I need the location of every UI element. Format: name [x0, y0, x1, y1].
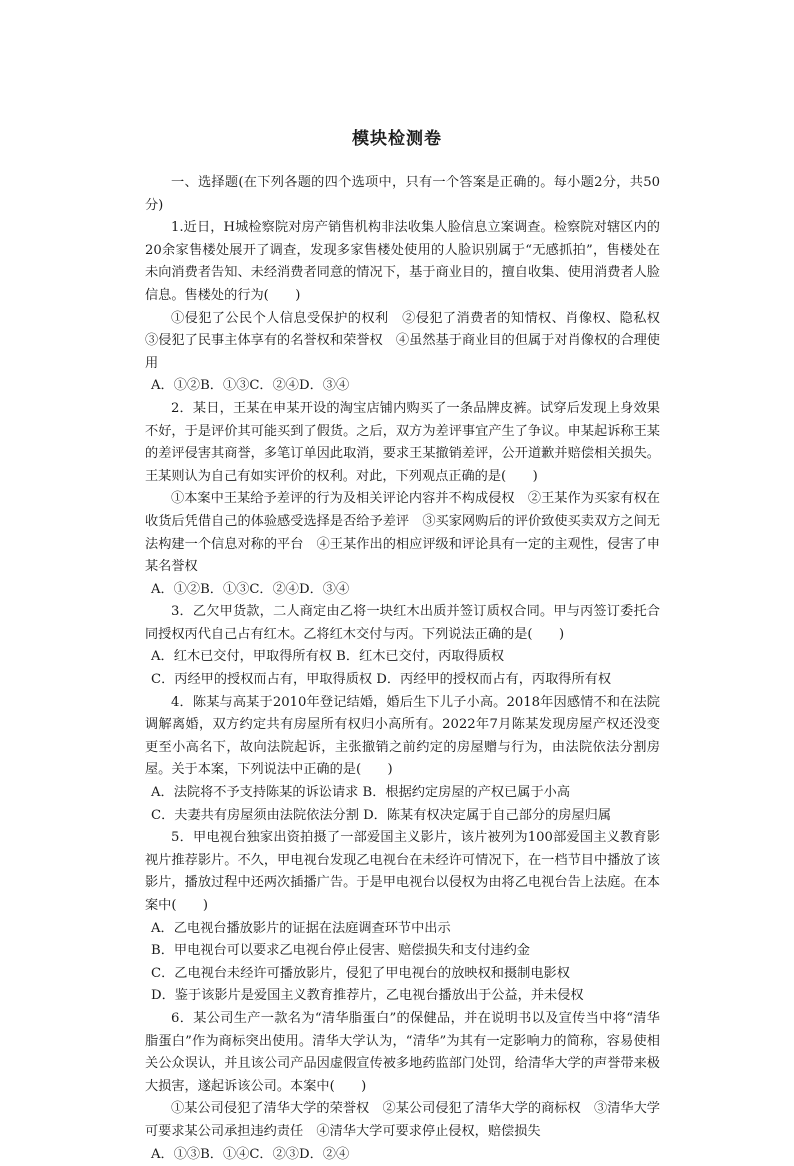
question-2	[145, 398, 660, 601]
question-choices: ①本案中王某给予差评的行为及相关评论内容并不构成侵权 ②王某作为买家有权在收货后凭借自己的体验感受选择是否给予差评 ③买家网购后的评价致使买卖双方之间无法构建一个信息对称的平台 ④王某作出的相应评级和评论具有一定的主观性，侵害了申某名誉权	[145, 491, 660, 575]
question-stem: 1.近日，H城检察院对房产销售机构非法收集人脸信息立案调查。检察院对辖区内的20余家售楼处展开了调查，发现多家售楼处使用的人脸识别属于“无感抓拍”，售楼处在未向消费者告知、未经消费者同意的情况下，基于商业目的，擅自收集、使用消费者人脸信息。售楼处的行为( )	[145, 220, 660, 303]
question-stem: 3．乙欠甲货款，二人商定由乙将一块红木出质并签订质权合同。甲与丙签订委托合同授权丙代自己占有红木。乙将红木交付与丙。下列说法正确的是( )	[145, 604, 660, 642]
question-options: A．法院将不予支持陈某的诉讼请求 B．根据约定房屋的产权已属于小高	[151, 785, 571, 801]
question-options: A．乙电视台播放影片的证据在法庭调查环节中出示	[151, 920, 451, 936]
question-4	[145, 692, 660, 828]
question-1	[145, 217, 674, 398]
question-stem: 4．陈某与高某于2010年登记结婚，婚后生下儿子小高。2018年因感情不和在法院调解离婚，双方约定共有房屋所有权归小高所有。2022年7月陈某发现房屋产权还没变更至小高名下，故向法院起诉，主张撤销之前约定的房屋赠与行为，由法院依法分割房屋。关于本案，下列说法中正确的是( )	[145, 694, 660, 778]
question-options: B．甲电视台可以要求乙电视台停止侵害、赔偿损失和支付违约金	[151, 943, 530, 959]
question-choices: ①某公司侵犯了清华大学的荣誉权 ②某公司侵犯了清华大学的商标权 ③清华大学可要求某公司承担违约责任 ④清华大学可要求停止侵权，赔偿损失	[145, 1101, 660, 1139]
question-options: A．红木已交付，甲取得所有权 B．红木已交付，丙取得质权	[151, 649, 505, 665]
question-options: D．鉴于该影片是爱国主义教育推荐片，乙电视台播放出于公益，并未侵权	[151, 988, 584, 1004]
question-5	[145, 827, 660, 1008]
question-options: C．乙电视台未经许可播放影片，侵犯了甲电视台的放映权和摄制电影权	[151, 965, 570, 981]
question-options: A．①③B．①④C．②③D．②④	[151, 1146, 350, 1162]
question-stem: 6．某公司生产一款名为“清华脂蛋白”的保健品，并在说明书以及宣传当中将“清华脂蛋白”作为商标突出使用。清华大学认为，“清华”为其有一定影响力的简称，容易使相关公众误认，并且该公司产品因虚假宣传被多地药监部门处罚，给清华大学的声誉带来极大损害，遂起诉该公司。本案中( )	[145, 1010, 660, 1094]
question-stem: 2．某日，王某在申某开设的淘宝店铺内购买了一条品牌皮裤。试穿后发现上身效果不好，于是评价其可能买到了假货。之后，双方为差评事宜产生了争议。申某起诉称王某的差评侵害其商誉，多笔订单因此取消，要求王某撤销差评，公开道歉并赔偿相关损失。王某则认为自己有如实评价的权利。对此，下列观点正确的是( )	[145, 400, 660, 484]
question-options: C．夫妻共有房屋须由法院依法分割 D．陈某有权决定属于自己部分的房屋归属	[151, 807, 612, 823]
question-choices: ①侵犯了公民个人信息受保护的权利 ②侵犯了消费者的知情权、肖像权、隐私权 ③侵犯了民事主体享有的名誉权和荣誉权 ④虽然基于商业目的但属于对肖像权的合理使用	[145, 310, 674, 371]
question-stem: 5．甲电视台独家出资拍摄了一部爱国主义影片，该片被列为100部爱国主义教育影视片推荐影片。不久，甲电视台发现乙电视台在未经许可情况下，在一档节目中播放了该影片，播放过程中还两次插播广告。于是甲电视台以侵权为由将乙电视台告上法庭。在本案中( )	[145, 830, 660, 913]
question-6	[145, 1008, 660, 1166]
page-title: 模块检测卷	[352, 129, 442, 149]
question-3	[145, 601, 660, 691]
exam-content	[145, 172, 674, 1166]
section-heading: 一、选择题(在下列各题的四个选项中，只有一个答案是正确的。每小题2分，共50分)	[145, 175, 660, 213]
question-options: C．丙经甲的授权而占有，甲取得质权 D．丙经甲的授权而占有，丙取得所有权	[151, 672, 612, 688]
question-options: A．①②B．①③C．②④D．③④	[151, 378, 350, 394]
question-options: A．①②B．①③C．②④D．③④	[151, 581, 350, 597]
